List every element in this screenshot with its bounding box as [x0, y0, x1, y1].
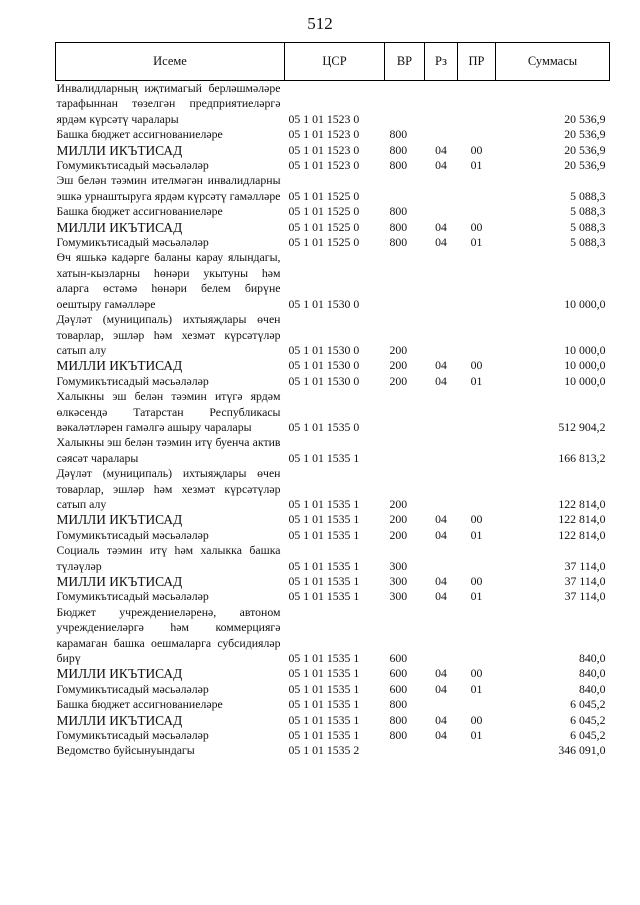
cell-vr: 200: [389, 373, 408, 388]
cell-csr: 05 1 01 1525 0: [288, 235, 360, 250]
cell-vr: 800: [389, 204, 408, 219]
cell-pr: 00: [470, 358, 483, 373]
cell-rz: [425, 743, 458, 758]
table-row: [56, 512, 610, 527]
cell-csr: 05 1 01 1535 1: [288, 450, 360, 465]
cell-vr: [385, 389, 425, 435]
cell-rz: 04: [435, 712, 447, 727]
cell-name: Гомумикътисадый мәсьәләләр: [56, 728, 209, 743]
cell-csr: 05 1 01 1535 1: [288, 558, 360, 573]
cell-pr: 01: [470, 589, 483, 604]
cell-vr: 800: [389, 235, 408, 250]
cell-name: Ведомство буйсынуындагы: [56, 743, 195, 758]
header-sum: Суммасы: [496, 43, 610, 81]
cell-csr: 05 1 01 1530 0: [288, 358, 360, 373]
cell-sum: 10 000,0: [564, 342, 606, 357]
cell-csr: 05 1 01 1523 0: [288, 111, 360, 126]
cell-vr: 200: [389, 342, 408, 357]
table-row: [56, 312, 610, 358]
table-row: [56, 435, 610, 466]
cell-rz: 04: [435, 358, 447, 373]
cell-csr: 05 1 01 1525 0: [288, 219, 360, 234]
table-row: [56, 605, 610, 667]
cell-csr: 05 1 01 1523 0: [288, 142, 360, 157]
table-row: [56, 173, 610, 204]
cell-pr: [458, 543, 496, 574]
cell-vr: 800: [389, 219, 408, 234]
cell-sum: 20 536,9: [564, 142, 606, 157]
cell-name: Социаль тәэмин итү һәм халыкка башка түләүләр: [56, 543, 281, 573]
cell-name: Гомумикътисадый мәсьәләләр: [56, 527, 209, 542]
cell-sum: 20 536,9: [564, 127, 606, 142]
cell-rz: [425, 466, 458, 512]
budget-table: [55, 42, 610, 759]
cell-pr: [458, 466, 496, 512]
cell-vr: 600: [389, 651, 408, 666]
table-row: [56, 235, 610, 250]
cell-sum: 37 114,0: [564, 558, 606, 573]
cell-sum: 37 114,0: [564, 589, 606, 604]
table-row: [56, 466, 610, 512]
cell-csr: 05 1 01 1535 1: [288, 496, 360, 511]
table-row: [56, 682, 610, 697]
header-vr: ВР: [385, 43, 425, 81]
cell-pr: [458, 250, 496, 312]
cell-pr: [458, 435, 496, 466]
table-row: [56, 127, 610, 142]
cell-rz: 04: [435, 142, 447, 157]
table-row: [56, 389, 610, 435]
table-row: [56, 358, 610, 373]
cell-sum: 6 045,2: [570, 728, 606, 743]
cell-name: Башка бюджет ассигнованиеләре: [56, 204, 223, 219]
cell-name: МИЛЛИ ИКЪТИСАД: [56, 219, 183, 235]
cell-sum: 10 000,0: [564, 373, 606, 388]
cell-vr: 800: [389, 158, 408, 173]
header-pr: ПР: [458, 43, 496, 81]
cell-rz: [425, 312, 458, 358]
cell-csr: 05 1 01 1530 0: [288, 296, 360, 311]
cell-vr: 300: [389, 574, 408, 588]
cell-pr: 00: [470, 512, 483, 527]
cell-rz: [425, 173, 458, 204]
cell-name: Гомумикътисадый мәсьәләләр: [56, 589, 209, 604]
cell-rz: 04: [435, 666, 447, 681]
cell-name: Халыкны эш белән тәэмин итүгә ярдәм өлкәсендә Татарстан Республикасы вәкаләтләрен гамәлгә ашыру чаралары: [56, 389, 281, 434]
cell-pr: [458, 81, 496, 128]
table-row: [56, 374, 610, 389]
cell-name: МИЛЛИ ИКЪТИСАД: [56, 358, 183, 374]
cell-pr: 01: [470, 681, 483, 696]
cell-pr: [458, 605, 496, 667]
cell-rz: 04: [435, 589, 447, 604]
cell-rz: 04: [435, 527, 447, 542]
cell-rz: [425, 250, 458, 312]
cell-rz: [425, 435, 458, 466]
cell-vr: 200: [389, 358, 408, 373]
cell-sum: 840,0: [578, 681, 606, 696]
cell-csr: 05 1 01 1535 1: [288, 512, 360, 527]
cell-sum: 122 814,0: [558, 496, 606, 511]
cell-pr: 01: [470, 728, 483, 743]
cell-pr: [458, 743, 496, 758]
cell-pr: [458, 312, 496, 358]
table-row: [56, 81, 610, 128]
cell-sum: 166 813,2: [558, 450, 606, 465]
cell-pr: 00: [470, 712, 483, 727]
cell-pr: [458, 204, 496, 219]
table-row: [56, 574, 610, 589]
cell-rz: [425, 605, 458, 667]
cell-name: Башка бюджет ассигнованиеләре: [56, 127, 223, 142]
cell-name: Гомумикътисадый мәсьәләләр: [56, 235, 209, 250]
table-row: [56, 204, 610, 219]
cell-vr: [385, 250, 425, 312]
cell-rz: 04: [435, 681, 447, 696]
cell-name: МИЛЛИ ИКЪТИСАД: [56, 512, 183, 528]
table-row: [56, 528, 610, 543]
cell-name: Эш белән тәэмин ителмәгән инвалидларны эшкә урнаштыруга ярдәм күрсәтү гамәлләре: [56, 173, 281, 203]
cell-rz: [425, 127, 458, 142]
cell-sum: 122 814,0: [558, 512, 606, 527]
cell-pr: 00: [470, 666, 483, 681]
cell-name: МИЛЛИ ИКЪТИСАД: [56, 712, 183, 728]
cell-sum: 840,0: [578, 651, 606, 666]
cell-name: Гомумикътисадый мәсьәләләр: [56, 373, 209, 388]
cell-rz: [425, 543, 458, 574]
cell-vr: 800: [389, 142, 408, 157]
cell-pr: 01: [470, 527, 483, 542]
cell-vr: 300: [389, 558, 408, 573]
cell-sum: 122 814,0: [558, 527, 606, 542]
cell-vr: [385, 743, 425, 758]
table-row: [56, 713, 610, 728]
cell-csr: 05 1 01 1535 1: [288, 681, 360, 696]
cell-pr: 00: [470, 219, 483, 234]
cell-vr: 600: [389, 681, 408, 696]
cell-csr: 05 1 01 1525 0: [288, 188, 360, 203]
cell-vr: [385, 81, 425, 128]
cell-csr: 05 1 01 1535 1: [288, 527, 360, 542]
cell-rz: 04: [435, 574, 447, 588]
table-row: [56, 543, 610, 574]
cell-pr: 00: [470, 142, 483, 157]
cell-name: МИЛЛИ ИКЪТИСАД: [56, 666, 183, 682]
cell-vr: 300: [389, 589, 408, 604]
cell-rz: 04: [435, 235, 447, 250]
header-csr: ЦСР: [285, 43, 385, 81]
table-row: [56, 158, 610, 173]
table-body: [56, 81, 610, 759]
cell-vr: 800: [389, 728, 408, 743]
cell-rz: [425, 389, 458, 435]
cell-csr: 05 1 01 1535 0: [288, 419, 360, 434]
cell-csr: 05 1 01 1535 1: [288, 666, 360, 681]
cell-name: МИЛЛИ ИКЪТИСАД: [56, 574, 183, 589]
cell-vr: 800: [389, 697, 408, 712]
cell-sum: 346 091,0: [558, 743, 606, 758]
cell-name: Инвалидларның иҗтимагый берләшмәләре тарафыннан төзелгән предприятиеләргә ярдәм күрсәтү чаралары: [56, 81, 281, 126]
cell-rz: 04: [435, 512, 447, 527]
cell-name: Гомумикътисадый мәсьәләләр: [56, 158, 209, 173]
cell-csr: 05 1 01 1535 1: [288, 697, 360, 712]
cell-name: Өч яшькә кадәрге баланы карау ялындагы, хатын-кызларны һөнәри укытуны һәм аларга өстәмә һөнәри белем бирүне оештыру гамәлләре: [56, 250, 281, 311]
cell-csr: 05 1 01 1525 0: [288, 204, 360, 219]
cell-csr: 05 1 01 1523 0: [288, 127, 360, 142]
cell-name: Дәүләт (муниципаль) ихтыяҗлары өчен товарлар, эшләр һәм хезмәт күрсәтүләр сатып алу: [56, 312, 281, 357]
cell-name: Башка бюджет ассигнованиеләре: [56, 697, 223, 712]
cell-sum: 6 045,2: [570, 697, 606, 712]
cell-name: МИЛЛИ ИКЪТИСАД: [56, 142, 183, 158]
table-row: [56, 589, 610, 604]
cell-name: Бюджет учреждениеләренә, автоном учреждениеләргә һәм коммерциягә карамаган башка оешмаларга субсидияләр бирү: [56, 604, 281, 666]
cell-sum: 37 114,0: [564, 574, 606, 588]
cell-sum: 5 088,3: [570, 188, 606, 203]
cell-pr: 01: [470, 235, 483, 250]
cell-name: Гомумикътисадый мәсьәләләр: [56, 681, 209, 696]
cell-rz: 04: [435, 728, 447, 743]
cell-csr: 05 1 01 1530 0: [288, 342, 360, 357]
cell-sum: 840,0: [578, 666, 606, 681]
cell-sum: 10 000,0: [564, 358, 606, 373]
cell-csr: 05 1 01 1530 0: [288, 373, 360, 388]
cell-sum: 5 088,3: [570, 219, 606, 234]
cell-sum: 5 088,3: [570, 204, 606, 219]
cell-vr: 200: [389, 527, 408, 542]
cell-rz: 04: [435, 219, 447, 234]
cell-pr: 00: [470, 574, 483, 588]
cell-vr: 800: [389, 712, 408, 727]
cell-rz: 04: [435, 158, 447, 173]
cell-vr: [385, 173, 425, 204]
header-name: Исеме: [56, 43, 285, 81]
cell-rz: [425, 697, 458, 712]
cell-sum: 512 904,2: [558, 419, 606, 434]
cell-csr: 05 1 01 1535 1: [288, 574, 360, 588]
table-header-row: [56, 43, 610, 81]
cell-pr: 01: [470, 158, 483, 173]
cell-sum: 6 045,2: [570, 712, 606, 727]
cell-csr: 05 1 01 1535 2: [288, 743, 360, 758]
header-rz: Рз: [425, 43, 458, 81]
cell-sum: 5 088,3: [570, 235, 606, 250]
cell-name: Дәүләт (муниципаль) ихтыяҗлары өчен товарлар, эшләр һәм хезмәт күрсәтүләр сатып алу: [56, 466, 281, 511]
cell-rz: [425, 204, 458, 219]
cell-pr: [458, 389, 496, 435]
cell-csr: 05 1 01 1535 1: [288, 712, 360, 727]
table-row: [56, 250, 610, 312]
page-number: 512: [307, 14, 333, 33]
cell-sum: 20 536,9: [564, 158, 606, 173]
cell-vr: 200: [389, 496, 408, 511]
cell-csr: 05 1 01 1535 1: [288, 651, 360, 666]
table-row: [56, 743, 610, 758]
cell-rz: [425, 81, 458, 128]
cell-csr: 05 1 01 1535 1: [288, 589, 360, 604]
cell-pr: 01: [470, 373, 483, 388]
cell-vr: [385, 435, 425, 466]
cell-sum: 20 536,9: [564, 111, 606, 126]
table-row: [56, 697, 610, 712]
cell-vr: 200: [389, 512, 408, 527]
table-row: [56, 666, 610, 681]
table-row: [56, 220, 610, 235]
cell-rz: 04: [435, 373, 447, 388]
cell-vr: 800: [389, 127, 408, 142]
table-row: [56, 728, 610, 743]
table-row: [56, 143, 610, 158]
cell-vr: 600: [389, 666, 408, 681]
cell-csr: 05 1 01 1535 1: [288, 728, 360, 743]
cell-csr: 05 1 01 1523 0: [288, 158, 360, 173]
cell-sum: 10 000,0: [564, 296, 606, 311]
cell-name: Халыкны эш белән тәэмин итү буенча актив сәясәт чаралары: [56, 435, 281, 465]
cell-pr: [458, 173, 496, 204]
cell-pr: [458, 697, 496, 712]
cell-pr: [458, 127, 496, 142]
